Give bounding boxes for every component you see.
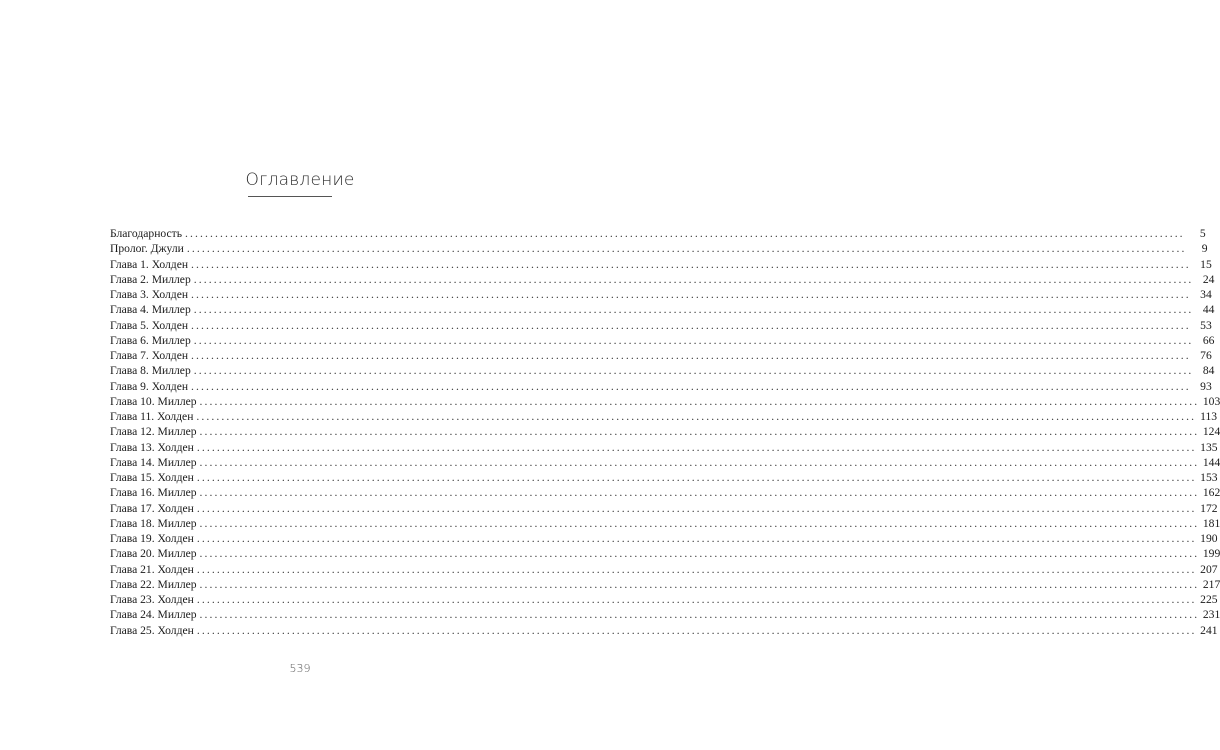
toc-entry-page: 93: [1200, 379, 1212, 393]
toc-entry: [110, 424, 1220, 439]
dot-leader: ........................................................................................................................................................................................................: [191, 288, 1191, 301]
dot-leader: ........................................................................................................................................................................................................: [193, 364, 1194, 378]
dot-leader: ........................................................................................................................................................................................................: [199, 455, 1200, 469]
toc-entry: [110, 302, 1215, 317]
dot-leader: ........................................................................................................................................................................................................: [199, 516, 1200, 530]
dot-leader: ........................................................................................................................................................................................................: [185, 227, 1185, 240]
toc-entry: [110, 318, 1212, 333]
toc-entry-page: 76: [1200, 349, 1212, 362]
toc-entry-page: 124: [1202, 425, 1220, 439]
toc-entry: [110, 363, 1215, 378]
toc-entry-title: Глава 15. Холден: [110, 471, 194, 484]
toc-entry-title: Глава 18. Миллер: [110, 516, 197, 530]
toc-entry: [110, 394, 1220, 409]
dot-leader: ........................................................................................................................................................................................................: [196, 440, 1197, 454]
dot-leader: ........................................................................................................................................................................................................: [193, 333, 1194, 347]
title-underline: [248, 196, 332, 197]
toc-entry-page: 207: [1200, 562, 1218, 576]
toc-entry: [110, 257, 1212, 272]
dot-leader: ........................................................................................................................................................................................................: [199, 547, 1200, 561]
toc-entry-title: Глава 23. Холден: [110, 593, 194, 606]
toc-entry-title: Глава 12. Миллер: [110, 425, 197, 439]
dot-leader: ........................................................................................................................................................................................................: [196, 562, 1197, 576]
toc-entry-page: 241: [1200, 623, 1218, 637]
toc-entry-page: 153: [1200, 471, 1218, 484]
toc-entry-page: 5: [1199, 227, 1206, 240]
toc-entry: [110, 333, 1215, 348]
dot-leader: ........................................................................................................................................................................................................: [199, 608, 1200, 622]
toc-entry: [110, 379, 1212, 394]
toc-entry-page: 172: [1200, 501, 1218, 515]
toc-entry-page: 53: [1200, 318, 1212, 332]
toc-entry-title: Глава 3. Холден: [110, 288, 189, 301]
toc-entry-page: 9: [1201, 242, 1208, 256]
dot-leader: ........................................................................................................................................................................................................: [186, 242, 1187, 256]
toc-entry: [110, 241, 1208, 256]
toc-entry: [110, 287, 1212, 302]
dot-leader: ........................................................................................................................................................................................................: [191, 379, 1191, 393]
dot-leader: ........................................................................................................................................................................................................: [199, 425, 1200, 439]
toc-entry: [110, 455, 1220, 470]
dot-leader: ........................................................................................................................................................................................................: [199, 486, 1200, 500]
dot-leader: ........................................................................................................................................................................................................: [191, 349, 1191, 362]
toc-entry: [110, 470, 1218, 485]
toc-entry-title: Глава 21. Холден: [110, 562, 194, 576]
table-of-contents: [110, 226, 1220, 638]
toc-entry-page: 44: [1202, 303, 1215, 317]
dot-leader: ........................................................................................................................................................................................................: [196, 593, 1197, 606]
toc-entry: [110, 348, 1212, 363]
toc-entry-title: Глава 17. Холден: [110, 501, 194, 515]
dot-leader: ........................................................................................................................................................................................................: [196, 410, 1197, 423]
toc-entry: [110, 226, 1206, 241]
toc-entry-title: Глава 19. Холден: [110, 532, 194, 545]
toc-entry-page: 190: [1200, 532, 1218, 545]
toc-entry-page: 84: [1202, 364, 1215, 378]
toc-entry-page: 113: [1200, 410, 1218, 423]
toc-entry-page: 217: [1202, 577, 1220, 591]
toc-entry: [110, 577, 1220, 592]
toc-entry: [110, 501, 1218, 516]
toc-entry-page: 225: [1200, 593, 1218, 606]
page-title: Оглавление: [245, 170, 355, 190]
toc-entry: [110, 409, 1218, 424]
toc-entry-title: Глава 24. Миллер: [110, 608, 197, 622]
toc-entry: [110, 516, 1220, 531]
toc-entry-title: Глава 22. Миллер: [110, 577, 197, 591]
toc-entry-title: Глава 20. Миллер: [110, 547, 197, 561]
toc-entry-title: Глава 16. Миллер: [110, 486, 197, 500]
dot-leader: ........................................................................................................................................................................................................: [196, 501, 1197, 515]
dot-leader: ........................................................................................................................................................................................................: [193, 272, 1194, 286]
toc-entry-title: Глава 7. Холден: [110, 349, 189, 362]
dot-leader: ........................................................................................................................................................................................................: [193, 303, 1194, 317]
toc-entry: [110, 546, 1220, 561]
toc-entry-title: Глава 9. Холден: [110, 379, 189, 393]
toc-entry: [110, 531, 1218, 546]
dot-leader: ........................................................................................................................................................................................................: [199, 394, 1200, 408]
dot-leader: ........................................................................................................................................................................................................: [191, 318, 1191, 332]
toc-entry-title: Глава 10. Миллер: [110, 394, 197, 408]
page-number: 539: [289, 662, 311, 675]
toc-entry-page: 66: [1202, 333, 1215, 347]
toc-entry-title: Глава 2. Миллер: [110, 272, 191, 286]
toc-entry: [110, 592, 1218, 607]
toc-entry-page: 24: [1202, 272, 1215, 286]
toc-entry-title: Глава 6. Миллер: [110, 333, 191, 347]
toc-entry-page: 15: [1200, 257, 1212, 271]
toc-entry-title: Пролог. Джули: [110, 242, 184, 256]
toc-entry: [110, 607, 1220, 622]
toc-entry-title: Благодарность: [110, 227, 182, 240]
toc-entry-page: 34: [1200, 288, 1212, 301]
toc-entry-page: 103: [1202, 394, 1220, 408]
toc-entry-title: Глава 8. Миллер: [110, 364, 191, 378]
toc-entry-page: 181: [1202, 516, 1220, 530]
toc-entry-title: Глава 4. Миллер: [110, 303, 191, 317]
toc-entry-title: Глава 5. Холден: [110, 318, 189, 332]
dot-leader: ........................................................................................................................................................................................................: [199, 577, 1200, 591]
toc-entry: [110, 440, 1218, 455]
toc-entry-title: Глава 11. Холден: [110, 410, 194, 423]
dot-leader: ........................................................................................................................................................................................................: [196, 532, 1197, 545]
toc-entry: [110, 272, 1215, 287]
dot-leader: ........................................................................................................................................................................................................: [191, 257, 1191, 271]
toc-entry-page: 144: [1202, 455, 1220, 469]
dot-leader: ........................................................................................................................................................................................................: [196, 623, 1197, 637]
toc-entry-title: Глава 14. Миллер: [110, 455, 197, 469]
toc-entry-title: Глава 13. Холден: [110, 440, 194, 454]
toc-entry: [110, 485, 1220, 500]
toc-entry: [110, 623, 1218, 638]
toc-entry-page: 135: [1200, 440, 1218, 454]
toc-entry-page: 231: [1202, 608, 1220, 622]
dot-leader: ........................................................................................................................................................................................................: [196, 471, 1197, 484]
toc-entry-page: 162: [1202, 486, 1220, 500]
toc-entry: [110, 562, 1218, 577]
toc-entry-title: Глава 25. Холден: [110, 623, 194, 637]
toc-entry-page: 199: [1202, 547, 1220, 561]
toc-entry-title: Глава 1. Холден: [110, 257, 189, 271]
